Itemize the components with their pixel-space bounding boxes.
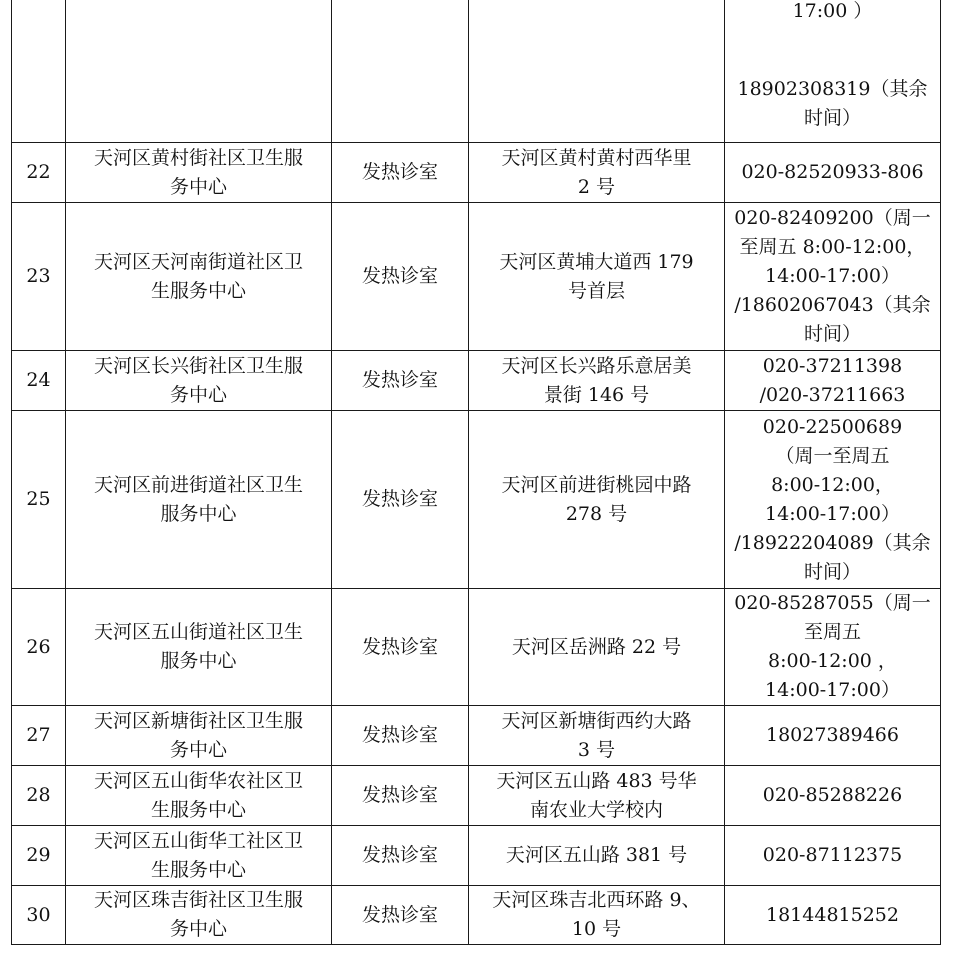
phone-line: 14:00-17:00） [765,679,900,701]
clinic-type-cell: 发热诊室 [332,706,469,766]
phone-cell [725,706,941,766]
address-line: 天河区长兴路乐意居美 [501,354,692,377]
row-number-cell: 30 [12,886,66,945]
address-line: 天河区黄村黄村西华里 [501,146,692,169]
clinic-name-cell [66,203,332,351]
address-cell [469,411,725,589]
row-number-cell: 26 [12,589,66,706]
clinic-name-line: 天河区五山街道社区卫生 [93,621,303,643]
phone-line: 020-37211398 [762,354,903,377]
address-line: 278 号 [565,502,628,525]
address-line: 南农业大学校内 [529,798,663,821]
table-row [12,766,941,826]
phone-line: 18144815252 [766,903,899,926]
clinic-type-cell: 发热诊室 [332,143,469,203]
phone-line: 18902308319（其余 [737,78,928,100]
phone-line: /18602067043（其余 [734,294,931,316]
phone-cell [725,143,941,203]
row-number-cell: 23 [12,203,66,351]
address-line: 天河区珠吉北西环路 9、 [492,889,701,911]
row-number-cell: 24 [12,351,66,411]
phone-line: 18027389466 [766,724,899,746]
clinic-type-cell: 发热诊室 [332,203,469,351]
address-cell [469,143,725,203]
address-line: 号首层 [567,279,625,302]
table-row [12,411,941,589]
address-cell [469,0,725,143]
clinic-name-line: 服务中心 [160,502,237,525]
clinic-name-line: 生服务中心 [150,279,246,302]
clinic-name-cell [66,706,332,766]
clinic-name-cell [66,766,332,826]
clinic-name-line: 天河区五山街华农社区卫 [93,769,303,792]
address-line: 10 号 [571,918,622,940]
phone-cell [725,589,941,706]
table-row [12,589,941,706]
phone-line: 020-22500689 [762,415,903,438]
table-row [12,706,941,766]
clinic-name-cell [66,826,332,886]
address-line: 天河区新塘街西约大路 [501,709,692,732]
clinic-name-line: 务中心 [169,175,227,198]
address-cell [469,589,725,706]
row-number-cell: 25 [12,411,66,589]
clinic-name-line: 天河区珠吉街社区卫生服 [93,889,303,911]
clinic-name-line: 务中心 [169,918,227,940]
clinic-name-line: 天河区黄村街社区卫生服 [93,146,303,169]
phone-cell [725,826,941,886]
clinic-type-cell: 发热诊室 [332,351,469,411]
address-cell [469,826,725,886]
row-number-cell: 22 [12,143,66,203]
phone-line: 至周五 8:00-12:00， [739,236,926,258]
phone-line: （周一至周五 [775,444,890,467]
phone-line: 14:00-17:00） [765,265,900,287]
phone-line: 020-87112375 [762,844,903,866]
phone-line: 时间） [803,107,861,129]
address-line: 天河区黄埔大道西 179 [499,250,694,273]
phone-line: 至周五 [803,621,861,643]
phone-cell [725,766,941,826]
address-line: 天河区五山路 381 号 [505,844,688,866]
address-cell [469,706,725,766]
phone-line: 020-82409200（周一 [734,207,931,229]
clinic-name-line: 天河区新塘街社区卫生服 [93,709,303,732]
phone-cell [725,411,941,589]
clinic-type-cell: 发热诊室 [332,766,469,826]
clinic-name-line: 务中心 [169,383,227,406]
phone-line: 17:00 ） [792,0,873,22]
clinic-type-cell [332,0,469,143]
phone-line: /18922204089（其余 [734,531,931,554]
clinic-name-cell [66,411,332,589]
phone-line: 020-85287055（周一 [734,592,931,614]
address-cell [469,766,725,826]
clinic-name-cell [66,351,332,411]
phone-cell [725,0,941,143]
table-row-continued [12,0,941,143]
address-cell [469,351,725,411]
phone-line: 14:00-17:00） [765,502,900,525]
address-line: 景街 146 号 [543,383,650,406]
phone-line: 时间） [803,560,861,583]
fever-clinic-table [11,0,941,945]
clinic-name-cell [66,886,332,945]
row-number-cell: 28 [12,766,66,826]
address-cell [469,203,725,351]
clinic-name-cell [66,0,332,143]
phone-cell [725,886,941,945]
address-line: 天河区前进街桃园中路 [501,473,692,496]
table-row [12,351,941,411]
phone-cell [725,351,941,411]
phone-line: 8:00-12:00 ， [768,650,897,672]
row-number-cell: 27 [12,706,66,766]
address-line: 3 号 [577,738,616,761]
clinic-type-cell: 发热诊室 [332,886,469,945]
clinic-name-line: 天河区五山街华工社区卫 [93,829,303,852]
table-row [12,886,941,945]
clinic-type-cell: 发热诊室 [332,589,469,706]
clinic-name-line: 服务中心 [160,650,237,672]
clinic-name-line: 天河区前进街道社区卫生 [93,473,303,496]
clinic-name-cell [66,589,332,706]
row-number-cell [12,0,66,143]
clinic-name-line: 天河区长兴街社区卫生服 [93,354,303,377]
address-line: 2 号 [577,175,616,198]
row-number-cell: 29 [12,826,66,886]
clinic-name-line: 生服务中心 [150,798,246,821]
phone-line: 时间） [803,323,861,345]
table-row [12,203,941,351]
phone-line: 020-82520933-806 [741,161,924,183]
phone-spacer [731,26,934,75]
phone-cell [725,203,941,351]
clinic-name-line: 务中心 [169,738,227,761]
table-row [12,143,941,203]
clinic-name-line: 天河区天河南街道社区卫 [93,250,303,273]
table-row [12,826,941,886]
address-line: 天河区岳洲路 22 号 [511,635,682,658]
phone-line: /020-37211663 [759,383,906,406]
clinic-type-cell: 发热诊室 [332,411,469,589]
phone-line: 8:00-12:00， [771,473,894,496]
address-cell [469,886,725,945]
clinic-type-cell: 发热诊室 [332,826,469,886]
clinic-name-line: 生服务中心 [150,858,246,881]
address-line: 天河区五山路 483 号华 [496,769,697,792]
clinic-name-cell [66,143,332,203]
phone-line: 020-85288226 [762,784,903,806]
